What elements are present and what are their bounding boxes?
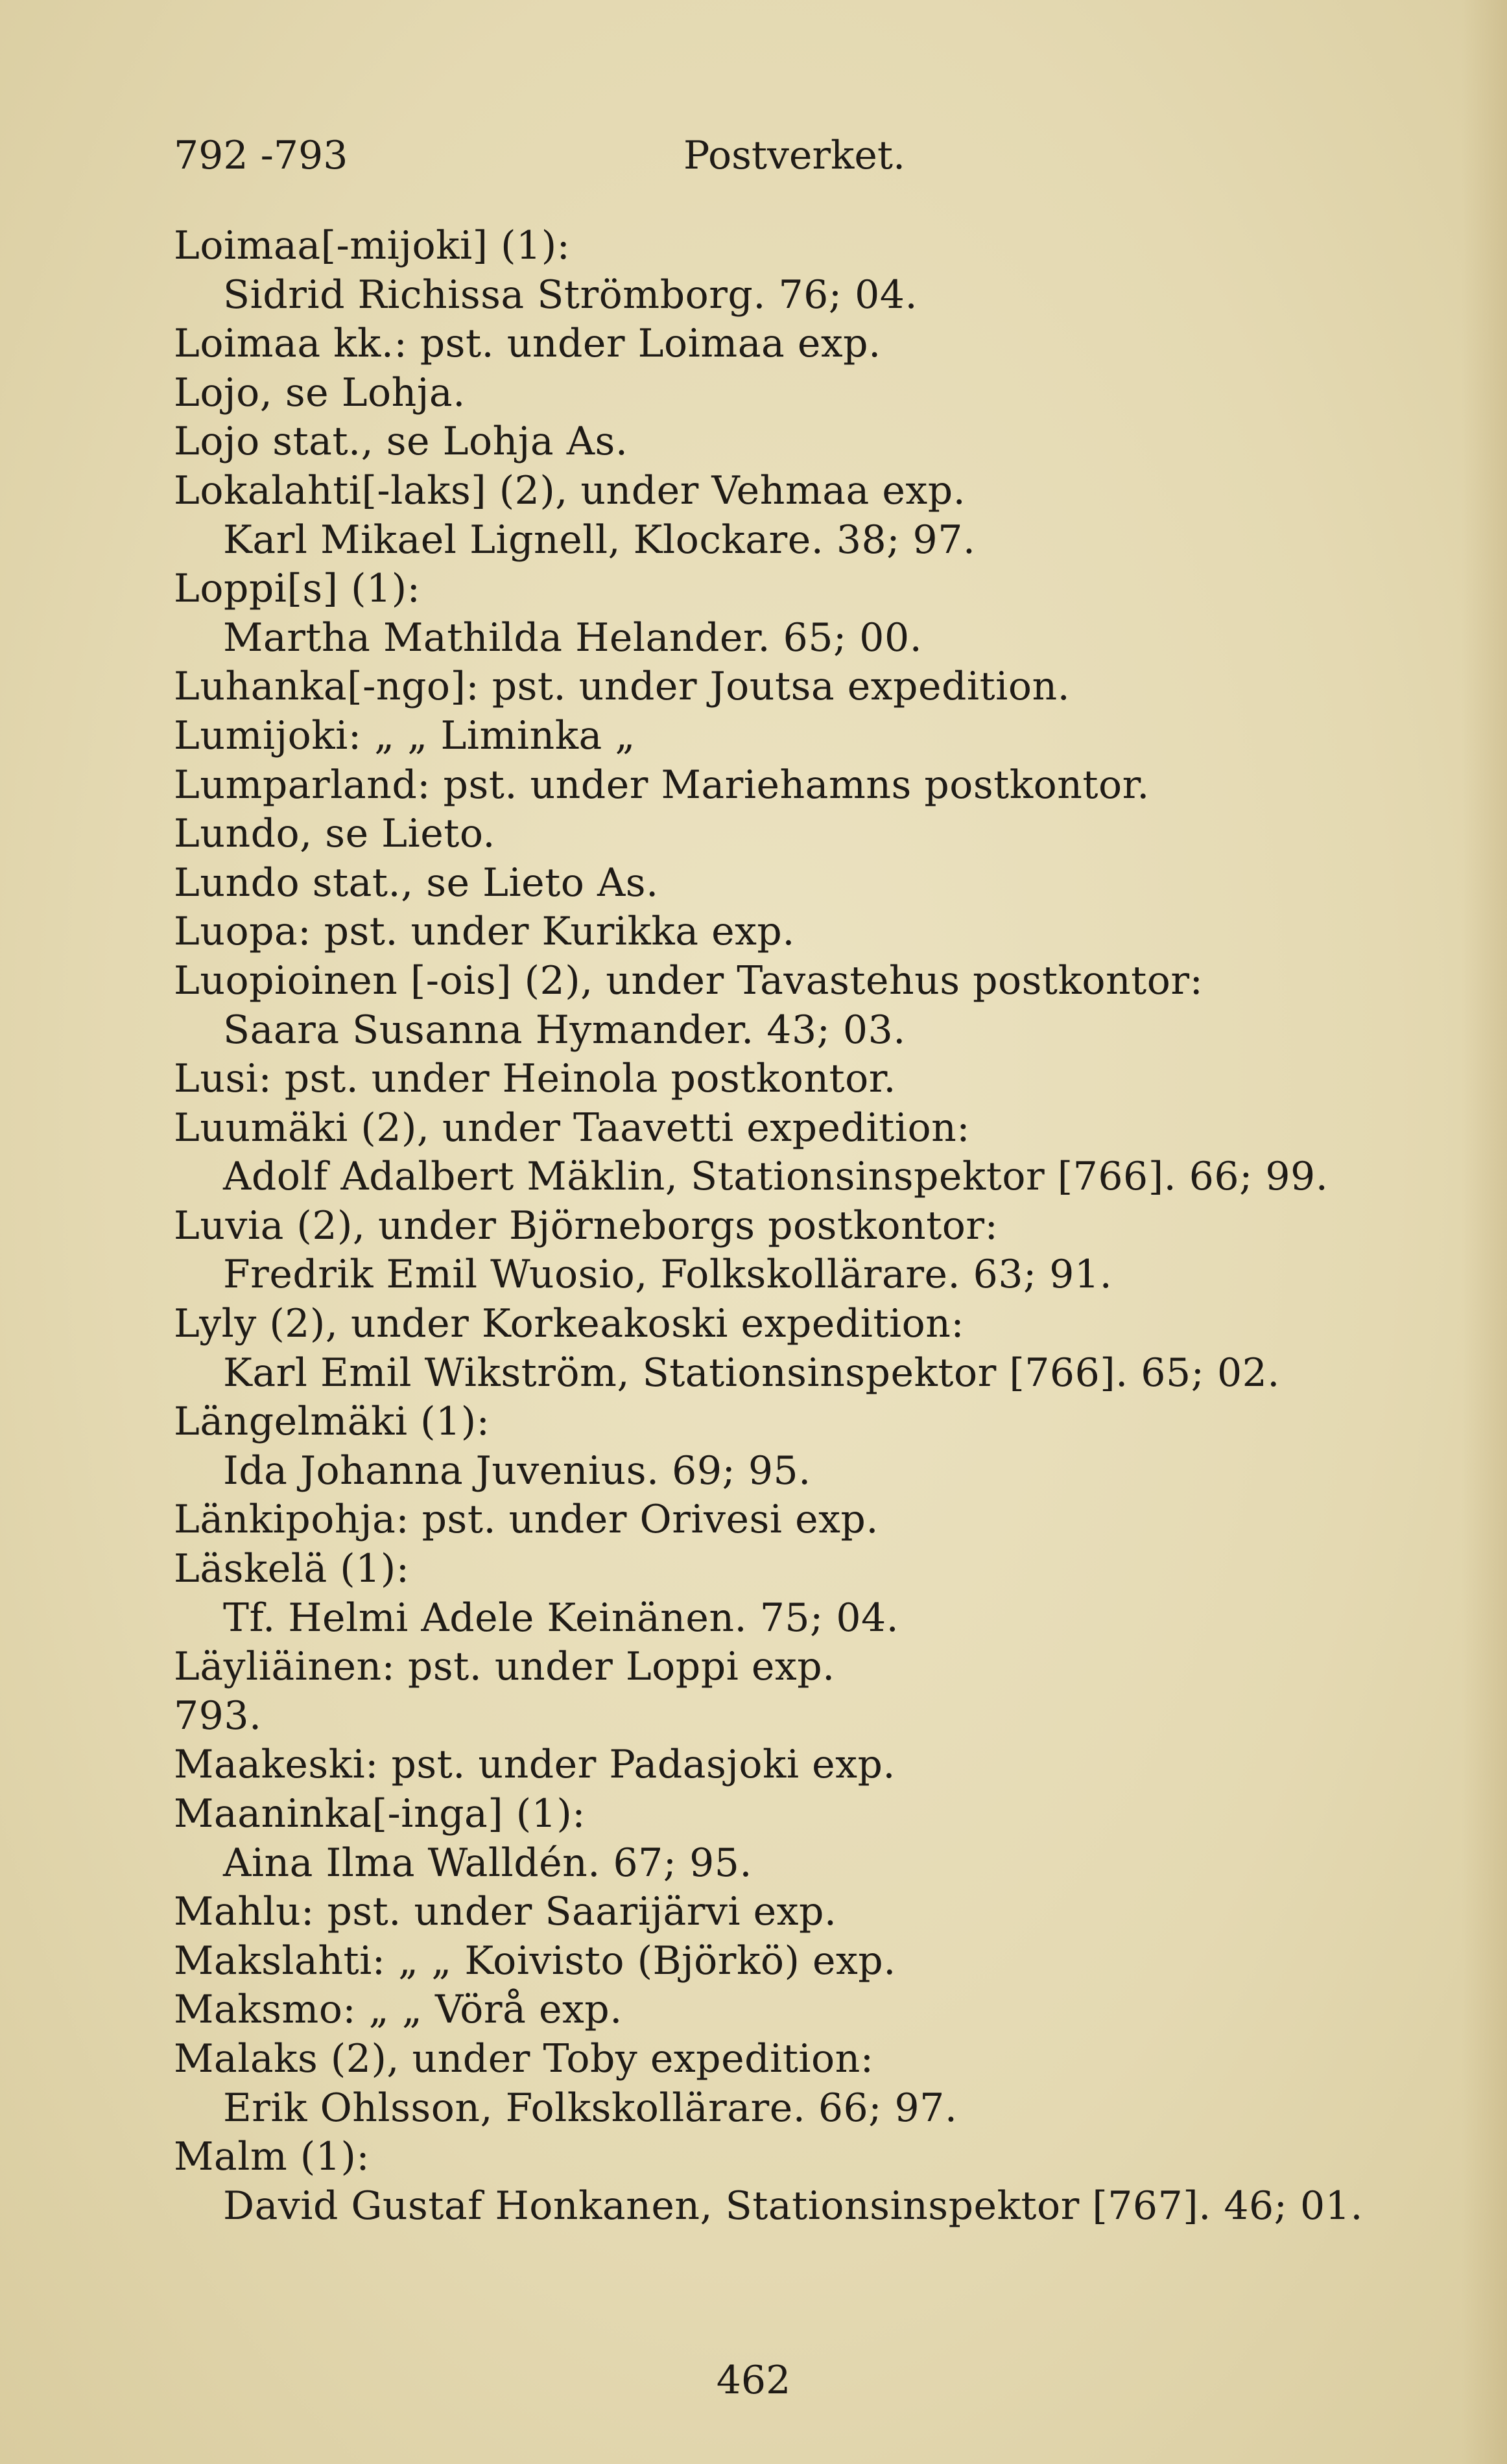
entry-heading-line: Lusi: pst. under Heinola postkontor. <box>174 1056 896 1102</box>
entry-heading-line: Maksmo: „ „ Vörå exp. <box>174 1987 623 2033</box>
directory-entries <box>174 222 1445 2231</box>
entry-heading-line: Lundo, se Lieto. <box>174 811 495 857</box>
entry-detail-line: Karl Mikael Lignell, Klockare. 38; 97. <box>223 517 976 563</box>
entry-heading-line: Läyliäinen: pst. under Loppi exp. <box>174 1644 835 1690</box>
entry-detail-line: Adolf Adalbert Mäklin, Stationsinspektor [766]. 66; 99. <box>223 1154 1329 1200</box>
entry-heading-line: Luvia (2), under Björneborgs postkontor: <box>174 1203 999 1249</box>
entry-detail-line: Karl Emil Wikström, Stationsinspektor [766]. 65; 02. <box>223 1350 1280 1396</box>
entry-heading-line: Makslahti: „ „ Koivisto (Björkö) exp. <box>174 1938 896 1984</box>
entry-heading-line: Lumijoki: „ „ Liminka „ <box>174 712 635 758</box>
entry-heading-line: Lyly (2), under Korkeakoski expedition: <box>174 1301 965 1347</box>
entry-heading-line: Malaks (2), under Toby expedition: <box>174 2036 874 2082</box>
entry-detail-line: Erik Ohlsson, Folkskollärare. 66; 97. <box>223 2085 958 2131</box>
entry-heading-line: Lundo stat., se Lieto As. <box>174 860 659 906</box>
entry-heading-line: Luhanka[-ngo]: pst. under Joutsa expedition. <box>174 664 1071 710</box>
entry-heading-line: Loppi[s] (1): <box>174 566 421 612</box>
entry-heading-line: Luumäki (2), under Taavetti expedition: <box>174 1105 970 1151</box>
entry-heading-line: Luopioinen [-ois] (2), under Tavastehus postkontor: <box>174 957 1204 1003</box>
entry-heading-line: Lojo, se Lohja. <box>174 370 466 416</box>
page-edge-shadow <box>1462 0 1507 2464</box>
entry-detail-line: Aina Ilma Walldén. 67; 95. <box>223 1840 752 1886</box>
entry-heading-line: Lokalahti[-laks] (2), under Vehmaa exp. <box>174 467 966 513</box>
entry-heading-line: Länkipohja: pst. under Orivesi exp. <box>174 1497 879 1543</box>
entry-detail-line: Saara Susanna Hymander. 43; 03. <box>223 1007 906 1053</box>
entry-detail-line: David Gustaf Honkanen, Stationsinspektor [767]. 46; 01. <box>223 2183 1363 2229</box>
entry-detail-line: Tf. Helmi Adele Keinänen. 75; 04. <box>223 1595 899 1641</box>
entry-detail-line: Fredrik Emil Wuosio, Folkskollärare. 63; 91. <box>223 1252 1113 1298</box>
entry-heading-line: 793. <box>174 1693 262 1739</box>
entry-heading-line: Maakeski: pst. under Padasjoki exp. <box>174 1742 896 1788</box>
entry-heading-line: Loimaa kk.: pst. under Loimaa exp. <box>174 321 881 367</box>
entry-heading-line: Maaninka[-inga] (1): <box>174 1791 586 1836</box>
entry-detail-line: Ida Johanna Juvenius. 69; 95. <box>223 1448 811 1494</box>
page-header <box>174 126 1406 185</box>
entry-heading-line: Längelmäki (1): <box>174 1399 490 1445</box>
entry-heading-line: Lumparland: pst. under Mariehamns postkontor. <box>174 762 1150 808</box>
entry-heading-line: Loimaa[-mijoki] (1): <box>174 223 571 268</box>
entry-detail-line: Sidrid Richissa Strömborg. 76; 04. <box>223 272 918 318</box>
entry-heading-line: Läskelä (1): <box>174 1546 410 1592</box>
page-number: 462 <box>716 2358 791 2403</box>
entry-heading-line: Lojo stat., se Lohja As. <box>174 419 628 465</box>
entry-heading-line: Luopa: pst. under Kurikka exp. <box>174 909 795 955</box>
page-range: 792 -793 <box>174 133 348 178</box>
entry-detail-line: Martha Mathilda Helander. 65; 00. <box>223 615 923 661</box>
entry-heading-line: Mahlu: pst. under Saarijärvi exp. <box>174 1889 837 1935</box>
entry-heading-line: Malm (1): <box>174 2134 370 2180</box>
running-title: Postverket. <box>683 133 906 178</box>
